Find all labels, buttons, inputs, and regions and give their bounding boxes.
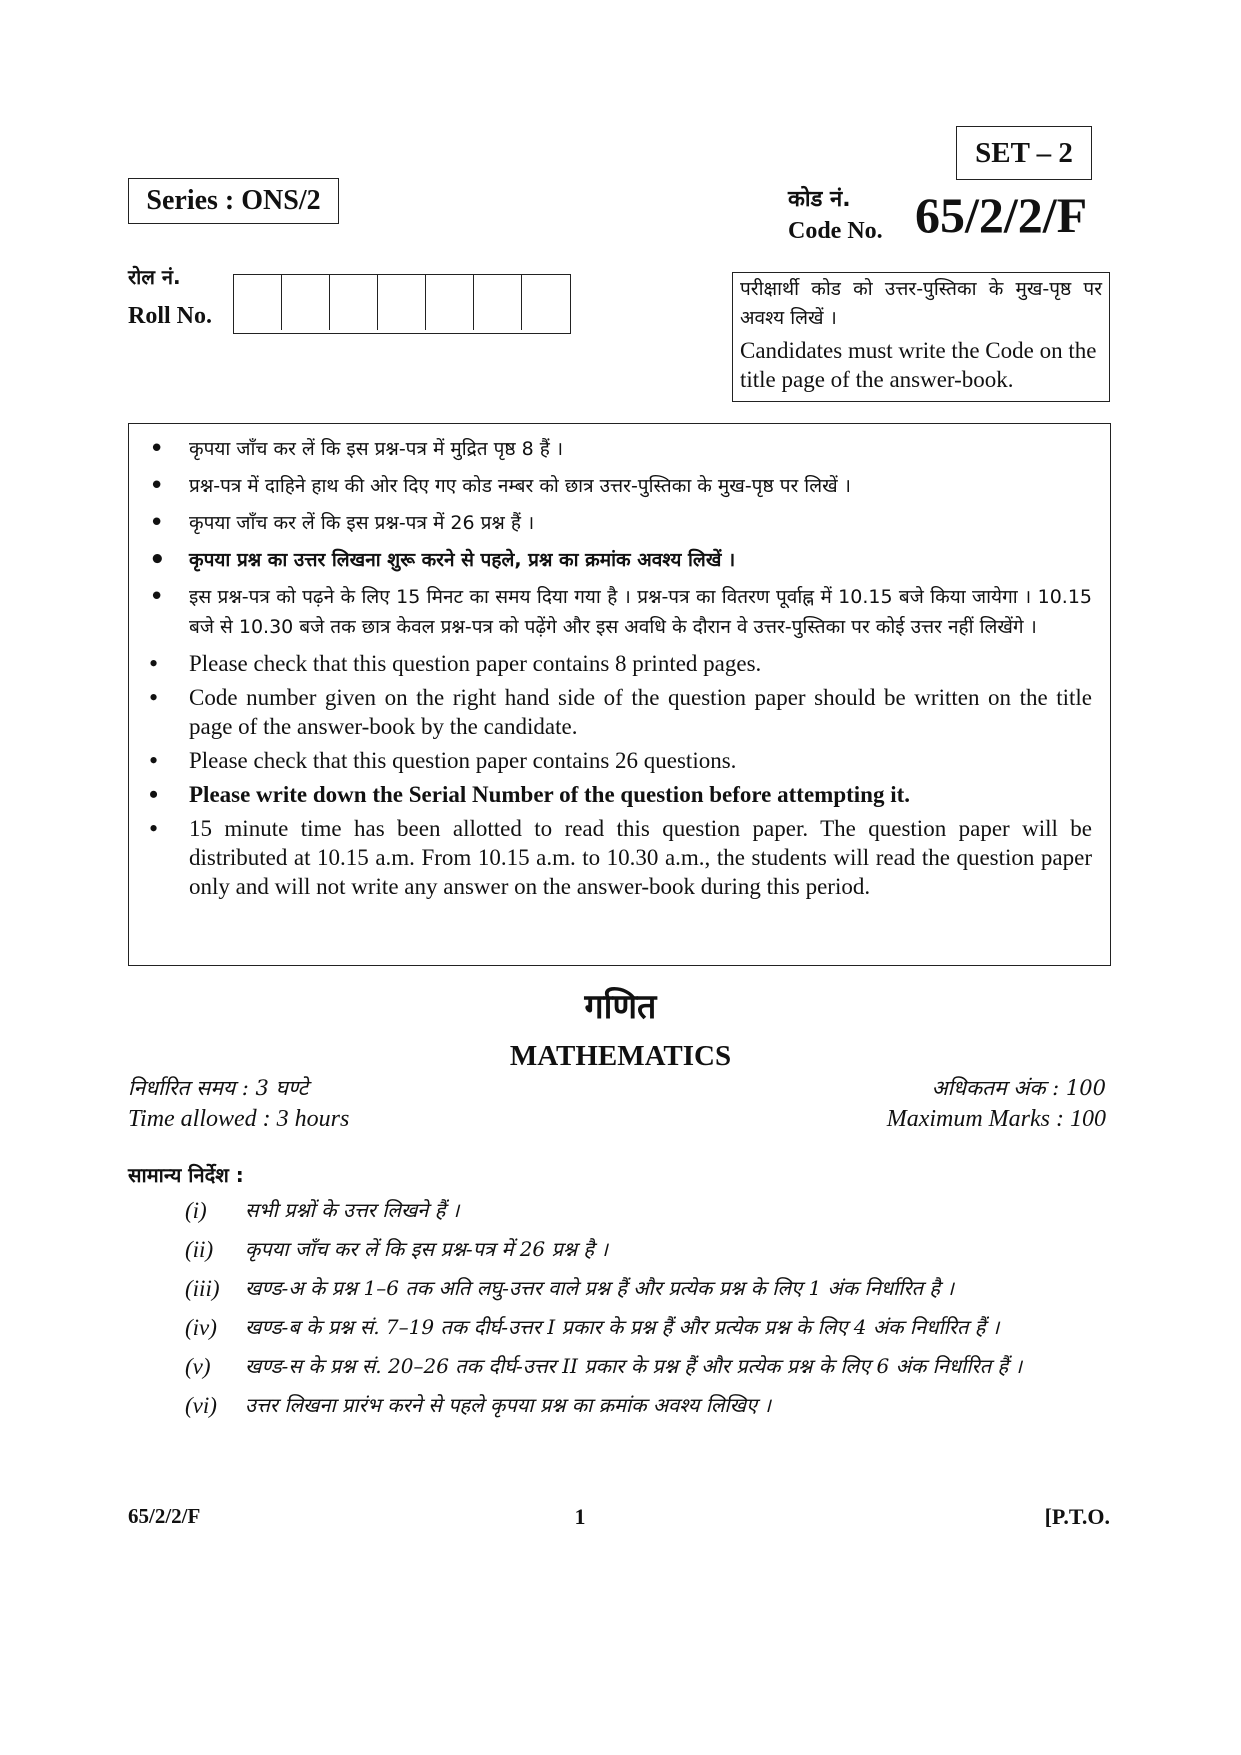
series-label: Series : ONS/2 [128,178,339,224]
page-number: 1 [574,1504,586,1529]
item-number: (vi) [185,1393,217,1418]
maximum-marks-english: Maximum Marks : 100 [886,1106,1106,1132]
instruction-english: • Please check that this question paper contains 26 questions. [149,746,1092,775]
instructions-box [128,423,1111,966]
item-number: (v) [185,1354,211,1379]
item-number: (ii) [185,1237,214,1262]
code-note-hindi: परीक्षार्थी कोड को उत्तर-पुस्तिका के मुख-पृष्ठ पर अवश्य लिखें । [740,278,1102,329]
item-number: (i) [185,1198,207,1223]
time-allowed-hindi: निर्धारित समय : 3 घण्टे [128,1076,309,1100]
instruction-hindi: • प्रश्न-पत्र में दाहिने हाथ की ओर दिए गए कोड नम्बर को छात्र उत्तर-पुस्तिका के मुख-पृष्ठ पर लिखें । [149,471,1092,501]
maximum-marks-hindi: अधिकतम अंक : 100 [931,1076,1106,1100]
item-text: कृपया जाँच कर लें कि इस प्रश्न-पत्र में 26 प्रश्न है । [245,1237,608,1261]
code-label-hindi: कोड नं. [788,187,851,212]
instruction-english: • 15 minute time has been allotted to read this question paper. The question paper will be distributed at 10.15 a.m. From 10.15 a.m. to 10.30 a.m., the students will read the question paper only and will not write any answer on the answer-book during this period. [149,814,1092,901]
general-instruction-item [185,1235,1120,1264]
general-instruction-item [185,1313,1120,1342]
general-instruction-item [185,1352,1120,1381]
instruction-english: • Please write down the Serial Number of the question before attempting it. [149,780,1092,809]
subject-title-hindi: गणित [584,987,657,1027]
footer-code: 65/2/2/F [128,1504,201,1528]
code-number: 65/2/2/F [915,187,1088,243]
item-number: (iv) [185,1315,217,1340]
roll-number-cell[interactable] [330,275,378,330]
general-instruction-item [185,1274,1120,1303]
roll-number-cell[interactable] [474,275,522,330]
set-label: SET – 2 [956,126,1092,180]
instruction-hindi: • कृपया जाँच कर लें कि इस प्रश्न-पत्र में 26 प्रश्न हैं । [149,508,1092,538]
item-number: (iii) [185,1276,220,1301]
roll-number-cell[interactable] [234,275,282,330]
instructions-list [149,434,1092,901]
code-note-box [732,272,1110,402]
general-instruction-item [185,1391,1120,1420]
item-text: सभी प्रश्नों के उत्तर लिखने हैं । [245,1198,460,1222]
item-text: खण्ड-ब के प्रश्न सं. 7–19 तक दीर्घ-उत्तर I प्रकार के प्रश्न हैं और प्रत्येक प्रश्न के लिए 4 अंक निर्धारित हैं । [245,1315,1000,1339]
please-turn-over: [P.T.O. [1044,1504,1110,1529]
instruction-english: • Please check that this question paper contains 8 printed pages. [149,649,1092,678]
instruction-hindi: • इस प्रश्न-पत्र को पढ़ने के लिए 15 मिनट का समय दिया गया है । प्रश्न-पत्र का वितरण पूर्वाह्न में 10.15 बजे किया जायेगा । 10.15 बजे से 10.30 बजे तक छात्र केवल प्रश्न-पत्र को पढ़ेंगे और इस अवधि के दौरान वे उत्तर-पुस्तिका पर कोई उत्तर नहीं लिखेंगे । [149,582,1092,642]
code-label-english: Code No. [788,218,883,244]
instruction-hindi: • कृपया जाँच कर लें कि इस प्रश्न-पत्र में मुद्रित पृष्ठ 8 हैं । [149,434,1092,464]
item-text: उत्तर लिखना प्रारंभ करने से पहले कृपया प्रश्न का क्रमांक अवश्य लिखिए । [245,1393,771,1417]
roll-label-hindi: रोल नं. [128,265,181,289]
item-text: खण्ड-स के प्रश्न सं. 20–26 तक दीर्घ-उत्तर II प्रकार के प्रश्न हैं और प्रत्येक प्रश्न के लिए 6 अंक निर्धारित हैं । [245,1354,1023,1378]
general-instructions-list [185,1196,1120,1430]
subject-title-english: MATHEMATICS [509,1040,732,1072]
roll-number-cell[interactable] [378,275,426,330]
roll-number-cell[interactable] [522,275,570,330]
instruction-english: • Code number given on the right hand side of the question paper should be written on the title page of the answer-book by the candidate. [149,683,1092,741]
instruction-hindi: • कृपया प्रश्न का उत्तर लिखना शुरू करने से पहले, प्रश्न का क्रमांक अवश्य लिखें । [149,545,1092,575]
general-instruction-item [185,1196,1120,1225]
roll-number-cell[interactable] [282,275,330,330]
item-text: खण्ड-अ के प्रश्न 1–6 तक अति लघु-उत्तर वाले प्रश्न हैं और प्रत्येक प्रश्न के लिए 1 अंक निर्धारित है । [245,1276,954,1300]
roll-number-grid[interactable] [233,274,571,334]
roll-number-cell[interactable] [426,275,474,330]
time-allowed-english: Time allowed : 3 hours [128,1106,350,1132]
roll-label-english: Roll No. [128,303,212,329]
code-note-english: Candidates must write the Code on the title page of the answer-book. [740,338,1097,392]
general-instructions-title: सामान्य निर्देश : [128,1163,244,1187]
